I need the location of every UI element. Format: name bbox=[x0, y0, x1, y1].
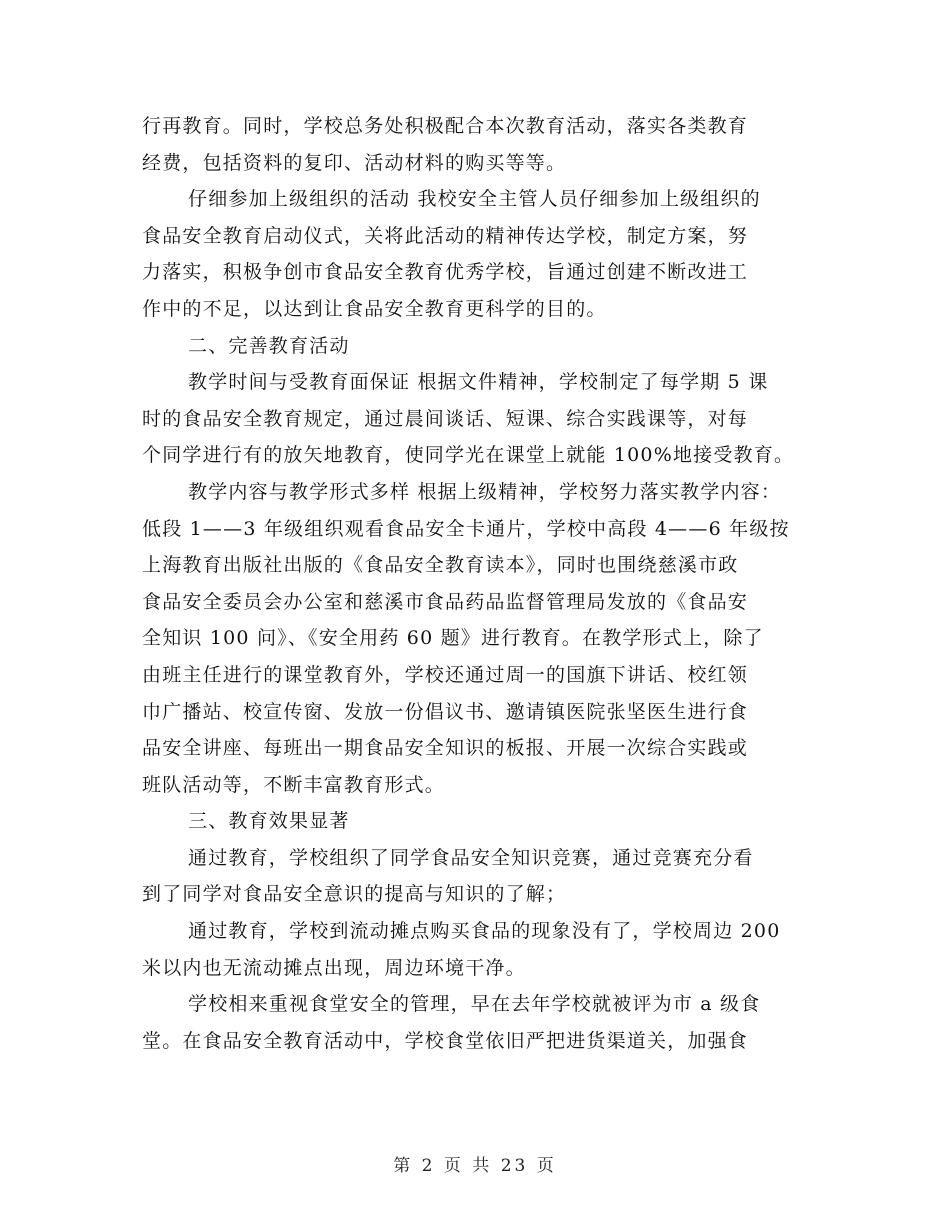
text-line: 力落实，积极争创市食品安全教育优秀学校，旨通过创建不断改进工 bbox=[142, 261, 749, 284]
text-line: 米以内也无流动摊点出现，周边环境干净。 bbox=[142, 956, 526, 979]
text-line: 全知识 100 问》、《安全用药 60 题》进行教育。在教学形式上，除了 bbox=[142, 627, 764, 650]
page-number-footer: 第 2 页 共 23 页 bbox=[393, 1156, 557, 1176]
text-line: 食品安全教育启动仪式，关将此活动的精神传达学校，制定方案，努 bbox=[142, 224, 749, 247]
document-body bbox=[142, 108, 822, 1059]
text-line: 教学内容与教学形式多样 根据上级精神，学校努力落实教学内容： bbox=[188, 480, 782, 503]
text-line: 到了同学对食品安全意识的提高与知识的了解； bbox=[142, 883, 567, 906]
text-line: 通过教育，学校组织了同学食品安全知识竞赛，通过竞赛充分看 bbox=[188, 846, 754, 869]
section-heading: 三、教育效果显著 bbox=[188, 810, 350, 833]
text-line: 低段 1——3 年级组织观看食品安全卡通片，学校中高段 4——6 年级按 bbox=[142, 517, 790, 540]
text-line: 班队活动等，不断丰富教育形式。 bbox=[142, 773, 446, 796]
text-line: 个同学进行有的放矢地教育，使同学光在课堂上就能 100%地接受教育。 bbox=[142, 444, 795, 467]
text-line: 经费，包括资料的复印、活动材料的购买等等。 bbox=[142, 151, 567, 174]
text-line: 教学时间与受教育面保证 根据文件精神，学校制定了每学期 5 课 bbox=[188, 371, 769, 394]
text-line: 品安全讲座、每班出一期食品安全知识的板报、开展一次综合实践或 bbox=[142, 737, 749, 760]
text-line: 食品安全委员会办公室和慈溪市食品药品监督管理局发放的《食品安 bbox=[142, 590, 749, 613]
text-line: 巾广播站、校宣传窗、发放一份倡议书、邀请镇医院张坚医生进行食 bbox=[142, 700, 749, 723]
text-line: 作中的不足，以达到让食品安全教育更科学的目的。 bbox=[142, 297, 607, 320]
text-line: 行再教育。同时，学校总务处积极配合本次教育活动，落实各类教育 bbox=[142, 115, 749, 137]
text-line: 堂。在食品安全教育活动中，学校食堂依旧严把进货渠道关，加强食 bbox=[142, 1029, 749, 1052]
text-line: 学校相来重视食堂安全的管理，早在去年学校就被评为市 a 级食 bbox=[188, 993, 761, 1016]
text-line: 时的食品安全教育规定，通过晨间谈话、短课、综合实践课等，对每 bbox=[142, 407, 749, 430]
text-line: 由班主任进行的课堂教育外，学校还通过周一的国旗下讲话、校红领 bbox=[142, 663, 749, 686]
text-line: 上海教育出版社出版的《食品安全教育读本》，同时也围绕慈溪市政 bbox=[142, 554, 739, 577]
text-line: 仔细参加上级组织的活动 我校安全主管人员仔细参加上级组织的 bbox=[188, 188, 761, 211]
section-heading: 二、完善教育活动 bbox=[188, 334, 350, 357]
text-line: 通过教育，学校到流动摊点购买食品的现象没有了，学校周边 200 bbox=[188, 920, 781, 943]
